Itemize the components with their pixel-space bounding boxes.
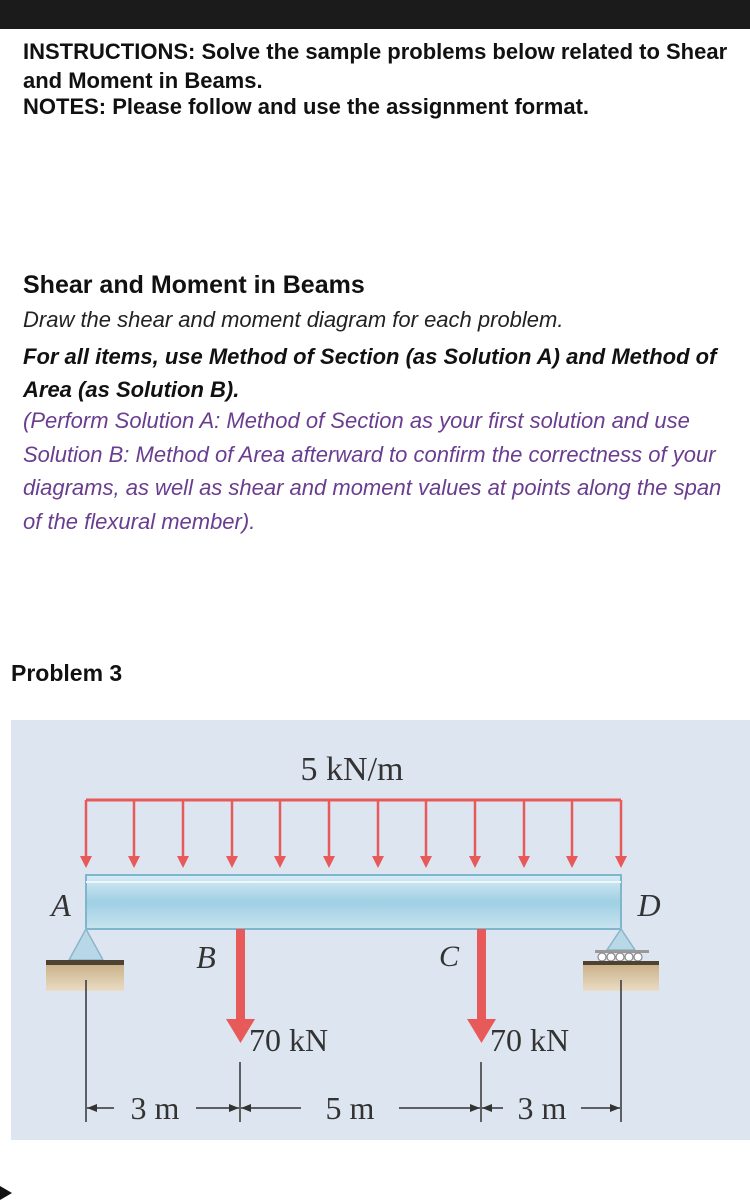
load-arrow-9 (469, 800, 481, 868)
load-arrow-1 (80, 800, 92, 868)
section-instruction-methods: For all items, use Method of Section (as Solution A) and Method of Area (as Solution B). (23, 344, 717, 402)
dimension-cd-label: 3 m (517, 1090, 567, 1126)
instructions-text: INSTRUCTIONS: Solve the sample problems below related to Shear and Moment in Beams. (23, 39, 728, 93)
point-label-b: B (196, 939, 216, 975)
point-label-c: C (438, 940, 460, 973)
top-status-bar (0, 0, 750, 29)
distributed-load-arrows (80, 800, 627, 868)
notes-text: NOTES: Please follow and use the assignment format. (23, 94, 590, 119)
load-arrow-6 (323, 800, 335, 868)
load-arrow-5 (274, 800, 286, 868)
point-label-a: A (51, 887, 71, 923)
point-load-b-label: 70 kN (249, 1022, 329, 1058)
beam (86, 875, 621, 929)
load-arrow-12 (615, 800, 627, 868)
section-instruction-note: (Perform Solution A: Method of Section as your first solution and use Solution B: Method of Area afterward to confirm the correctness of your diagrams, as well as shear and moment values at points along the span of the flexural member). (23, 408, 722, 534)
problem-label: Problem 3 (11, 660, 123, 686)
load-arrow-8 (420, 800, 432, 868)
pin-support-a (46, 929, 124, 991)
dimension-ab-label: 3 m (130, 1090, 180, 1126)
point-load-c-label: 70 kN (490, 1022, 570, 1058)
load-arrow-10 (518, 800, 530, 868)
play-indicator-icon (0, 1186, 12, 1200)
load-arrow-3 (177, 800, 189, 868)
distributed-load-label: 5 kN/m (300, 751, 404, 788)
load-arrow-4 (226, 800, 238, 868)
dimension-bc-label: 5 m (325, 1090, 375, 1126)
load-arrow-7 (372, 800, 384, 868)
point-label-d: D (637, 887, 661, 923)
load-arrow-2 (128, 800, 140, 868)
section-title: Shear and Moment in Beams (23, 271, 365, 299)
beam-figure (11, 720, 750, 1140)
section-instruction-draw: Draw the shear and moment diagram for each problem. (23, 307, 564, 332)
beam-diagram (11, 720, 750, 1140)
load-arrow-11 (566, 800, 578, 868)
